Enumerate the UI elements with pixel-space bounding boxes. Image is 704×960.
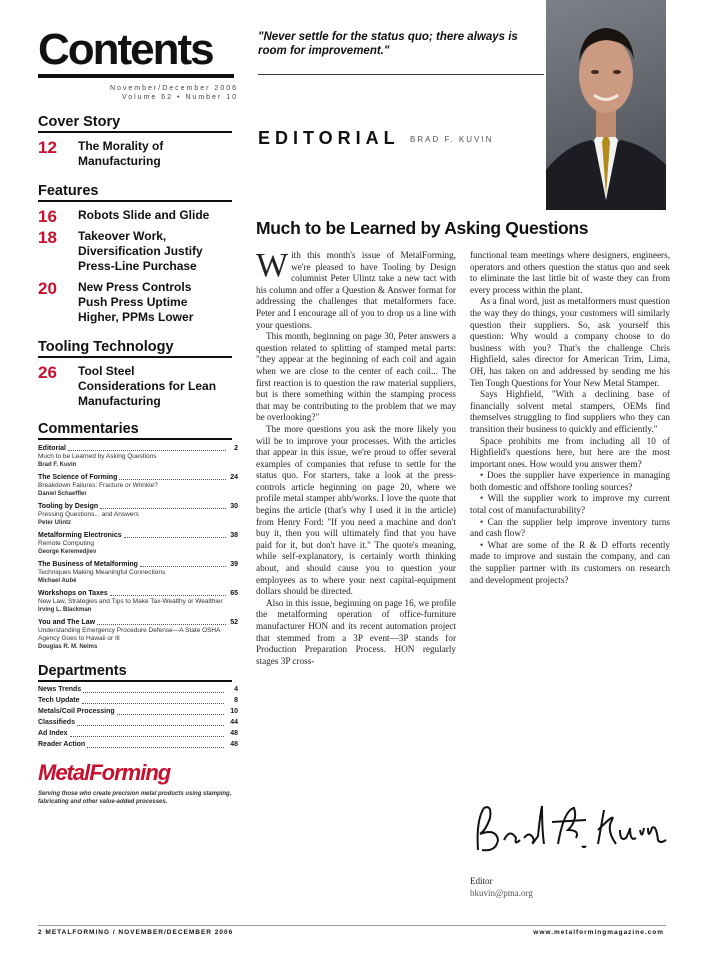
commentary-item[interactable] — [38, 531, 238, 556]
leader-dots — [77, 718, 224, 726]
commentary-line — [38, 444, 238, 453]
department-page: 10 — [230, 708, 238, 715]
toc-page-number: 20 — [38, 279, 57, 298]
commentary-author: Douglas R. M. Nelms — [38, 644, 98, 650]
toc-title: The Morality of Manufacturing — [78, 139, 164, 168]
department-label: Classifieds — [38, 719, 75, 726]
editorial-label: EDITORIAL — [258, 128, 400, 148]
contents-title: Contents — [38, 25, 213, 74]
article-paragraph: functional team meetings where designers, engineers, operators and others question the status quo and seek to eliminate the last little bit of waste they can from every process within the plant. — [470, 250, 670, 295]
cover-story-heading: Cover Story — [38, 114, 121, 130]
toc-title: Robots Slide and Glide — [78, 208, 210, 222]
editor-title: Editor — [470, 876, 493, 886]
department-page: 4 — [234, 686, 238, 693]
quote-rule — [258, 74, 544, 75]
commentary-page: 24 — [230, 474, 238, 481]
commentary-author: George Keremedjiev — [38, 549, 97, 555]
department-label: Ad Index — [38, 730, 68, 737]
contents-rule — [38, 74, 234, 78]
toc-page-number: 26 — [38, 363, 57, 382]
commentary-item[interactable] — [38, 618, 238, 651]
department-label: Metals/Coil Processing — [38, 708, 115, 715]
department-page: 44 — [230, 719, 238, 726]
article-column-1 — [256, 247, 456, 667]
commentaries-heading: Commentaries — [38, 421, 139, 437]
article-paragraph: As a final word, just as metalformers must question the way they do things, your customers will similarly question their suppliers. So, ask yourself this question: Why would a company choose to do business with you? That's the challenge Chris Highfield, sales director for American Trim, Lima, OH, has taken on and addressed by sending me his Ten Tough Questions for Your New Metal Stamper. — [470, 296, 670, 388]
commentary-label: You and The Law — [38, 619, 96, 626]
department-label: Tech Update — [38, 697, 80, 704]
leader-dots — [110, 589, 226, 596]
commentary-label: The Business of Metalforming — [38, 561, 138, 568]
toc-title: New Press Controls Push Press Uptime Higher, PPMs Lower — [78, 280, 194, 324]
leader-dots — [68, 444, 226, 451]
editor-portrait — [546, 0, 666, 210]
table-of-contents — [38, 25, 238, 806]
commentary-page: 2 — [234, 445, 238, 452]
department-label: Reader Action — [38, 741, 86, 748]
metalforming-logo: MetalForming — [38, 760, 171, 785]
features-heading: Features — [38, 183, 99, 199]
commentary-label: Tooling by Design — [38, 503, 99, 510]
commentary-item[interactable] — [38, 560, 238, 585]
footer-rule — [38, 925, 666, 926]
commentary-page: 52 — [230, 619, 238, 626]
commentary-author: Irving L. Blackman — [38, 607, 92, 613]
toc-page-number: 16 — [38, 207, 57, 226]
commentary-line — [38, 618, 238, 627]
toc-item[interactable] — [38, 280, 238, 325]
commentary-line — [38, 502, 238, 511]
commentary-label: The Science of Forming — [38, 474, 118, 481]
commentary-author: Peter Ulintz — [38, 520, 72, 526]
leader-dots — [124, 531, 226, 538]
drop-cap: W — [256, 247, 289, 284]
leader-dots — [97, 618, 226, 625]
commentary-page: 30 — [230, 503, 238, 510]
portrait-illustration — [546, 0, 666, 210]
logo-tagline: Serving those who create precision metal products using stamping, fabricating and other value-added processes. — [38, 791, 232, 805]
commentary-item[interactable] — [38, 502, 238, 527]
article-paragraph: Space prohibits me from including all 10 of Highfield's questions here, but here are the most important ones. How would you answer them? — [470, 435, 670, 469]
commentary-page: 38 — [230, 532, 238, 539]
department-page: 48 — [230, 730, 238, 737]
commentary-subtitle: Pressing Questions... and Answers — [38, 511, 139, 518]
commentaries-list — [38, 444, 238, 651]
commentary-label: Workshops on Taxes — [38, 590, 108, 597]
department-item[interactable] — [38, 740, 238, 750]
article-paragraph: • Will the supplier work to improve my current total cost of manufacturability? — [470, 493, 670, 516]
section-rule — [38, 200, 232, 202]
commentary-label: Metalforming Electronics — [38, 532, 122, 539]
commentary-item[interactable] — [38, 589, 238, 614]
article-column-2 — [470, 250, 670, 586]
section-rule — [38, 356, 232, 358]
toc-item[interactable] — [38, 364, 238, 409]
leader-dots — [140, 560, 226, 567]
article-paragraph: • What are some of the R & D efforts recently made to improve and sustain the company, and can the supplier partner with its customers on research and development projects? — [470, 539, 670, 585]
section-rule — [38, 680, 232, 682]
leader-dots — [83, 685, 224, 693]
article-paragraph: This month, beginning on page 30, Peter answers a question related to splitting of stamped metal parts: "they appear at the beginning of each coil and again when we are close to the center of each coil... The first reaction is to question the raw material suppliers, but is there something within the stamping process that may be contributing to the problem that we may be overlooking?" — [256, 331, 456, 423]
commentary-label: Editorial — [38, 445, 67, 452]
toc-title: Tool Steel Considerations for Lean Manufacturing — [78, 364, 217, 408]
toc-item[interactable] — [38, 139, 238, 169]
commentary-page: 39 — [230, 561, 238, 568]
departments-list — [38, 685, 238, 750]
commentary-subtitle: Understanding Emergency Procedure Defense—A State OSHA Agency Goes to Hawaii or Ill — [38, 627, 221, 642]
leader-dots — [87, 740, 224, 748]
department-label: News Trends — [38, 686, 82, 693]
commentary-author: Michael Aubé — [38, 578, 77, 584]
issue-volume: Volume 62 • Number 10 — [121, 94, 238, 101]
pull-quote: "Never settle for the status quo; there always is room for improvement." — [258, 31, 518, 57]
tooling-heading: Tooling Technology — [38, 339, 174, 355]
department-item[interactable] — [38, 718, 238, 728]
article-paragraph: • Does the supplier have experience in managing both domestic and offshore tooling sources? — [470, 470, 670, 492]
department-item[interactable] — [38, 696, 238, 706]
department-item[interactable] — [38, 729, 238, 739]
leader-dots — [117, 707, 224, 715]
commentary-subtitle: New Law, Strategies and Tips to Make Tax-Wealthy or Wealthier — [38, 598, 223, 605]
editor-email[interactable]: bkuvin@pma.org — [470, 888, 533, 898]
article-paragraph: Says Highfield, "With a declining base of financially solvent metal stampers, OEMs find themselves struggling to find suppliers who they can transition their business to quickly and efficiently." — [470, 389, 670, 434]
leader-dots — [70, 729, 224, 737]
toc-item[interactable] — [38, 229, 238, 274]
departments-heading: Departments — [38, 663, 127, 679]
commentary-subtitle: Remote Computing — [38, 540, 94, 547]
toc-page-number: 18 — [38, 228, 57, 247]
commentary-item[interactable] — [38, 473, 238, 498]
commentary-line — [38, 560, 238, 569]
commentary-item[interactable] — [38, 444, 238, 469]
editorial-headline: Much to be Learned by Asking Questions — [256, 218, 589, 238]
department-page: 8 — [234, 697, 238, 704]
article-paragraph: Also in this issue, beginning on page 16, we profile the metalforming operation of office-furniture manufacturer HON and its recent automation project that stemmed from a 3P event—3P stands for Production Preparation Process. HON regularly stages 3P cross- — [256, 597, 456, 666]
editorial-byline: BRAD F. KUVIN — [410, 135, 494, 144]
article-paragraph: • Can the supplier help improve inventory turns and cash flow? — [470, 516, 670, 539]
section-rule — [38, 131, 232, 133]
commentary-subtitle: Techniques Making Meaningful Connections — [38, 569, 166, 576]
commentary-line — [38, 531, 238, 540]
department-item[interactable] — [38, 707, 238, 717]
commentary-line — [38, 473, 238, 482]
section-rule — [38, 438, 232, 440]
commentary-subtitle: Much to be Learned by Asking Questions — [38, 453, 157, 460]
article-paragraph: The more questions you ask the more likely you will be to improve your processes. With the articles that appear in this issue, we're proud to offer several examples of companies that refuse to settle for the status quo. For starters, take a look at the press-controls article beginning on page 20, where we profile metal stamper ahb/works. I love the quote that begins the article (that's why I used it in the article) from Henry Ford: "If you need a machine and don't buy it, then you will ultimately find that you have paid for it, but don't have it." The quote's meaning, while self-explanatory, is certainly worth thinking about, and should cause you to question your employees as to where your next capital-equipment dollars should be directed. — [256, 423, 456, 597]
commentary-subtitle: Breakdown Failures: Fracture or Wrinkle? — [38, 482, 158, 489]
commentary-author: Brad F. Kuvin — [38, 462, 77, 468]
leader-dots — [119, 473, 226, 480]
footer-folio: 2 METALFORMING / NOVEMBER/DECEMBER 2006 — [38, 929, 234, 936]
commentary-author: Daniel Schaeffler — [38, 491, 87, 497]
toc-item[interactable] — [38, 208, 238, 226]
toc-title: Takeover Work, Diversification Justify Press-Line Purchase — [78, 229, 203, 273]
toc-page-number: 12 — [38, 138, 57, 157]
paragraph-text: ith this month's issue of MetalForming, we're pleased to have Tooling by Design columnist Peter Ulintz take a new tact with his column and offer a Question & Answer format for addressing the challenges that metalformers face. Peter and I encourage all of you to drop us a line with your questions. — [256, 250, 456, 330]
leader-dots — [100, 502, 226, 509]
department-page: 48 — [230, 741, 238, 748]
footer-website[interactable]: www.metalformingmagazine.com — [533, 929, 664, 936]
editor-signature — [470, 800, 670, 860]
article-paragraph — [256, 247, 456, 331]
commentary-page: 65 — [230, 590, 238, 597]
commentary-line — [38, 589, 238, 598]
leader-dots — [82, 696, 225, 704]
issue-date: November/December 2006 — [109, 85, 238, 92]
department-item[interactable] — [38, 685, 238, 695]
